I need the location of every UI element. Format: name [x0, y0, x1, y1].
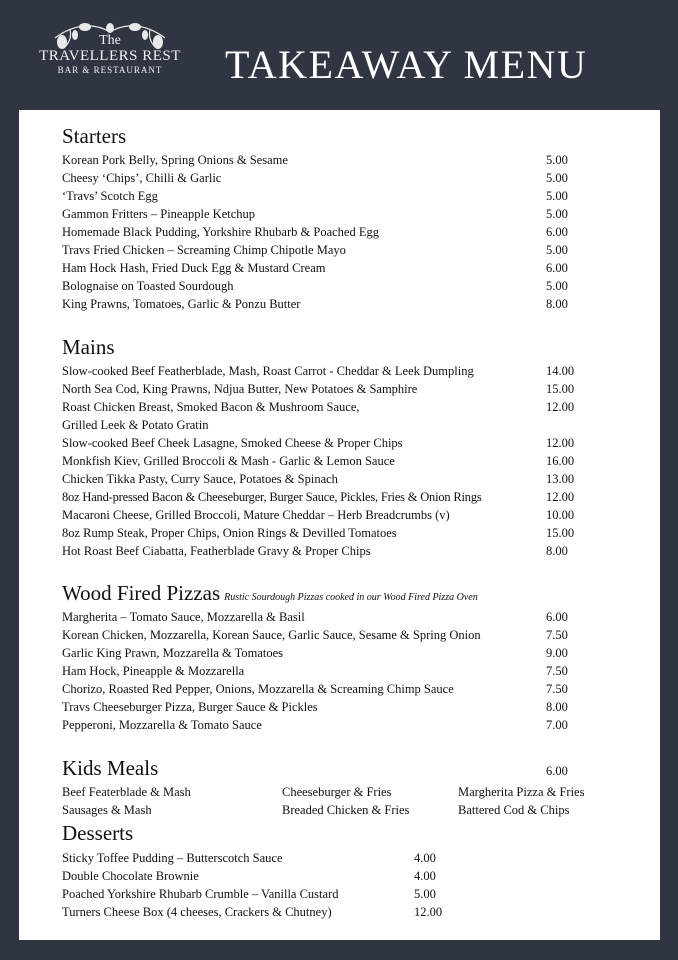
- item-price: 10.00: [546, 508, 575, 522]
- item-price: 12.00: [546, 400, 575, 414]
- kids-item: Beef Featerblade & Mash: [62, 785, 191, 799]
- item-price: 5.00: [414, 887, 436, 901]
- item-name: Margherita – Tomato Sauce, Mozzarella & Basil: [62, 610, 305, 624]
- item-price: 6.00: [546, 225, 568, 239]
- item-price: 7.50: [546, 628, 568, 642]
- item-price: 12.00: [546, 436, 575, 450]
- item-price: 5.00: [546, 207, 568, 221]
- item-price: 12.00: [546, 490, 575, 504]
- section-title-kids: Kids Meals: [62, 756, 159, 780]
- menu-paper: [19, 110, 660, 940]
- item-price: 4.00: [414, 869, 436, 883]
- item-name: Garlic King Prawn, Mozzarella & Tomatoes: [62, 646, 284, 660]
- item-price: 5.00: [546, 153, 568, 167]
- item-name: 8oz Rump Steak, Proper Chips, Onion Rings & Devilled Tomatoes: [62, 526, 397, 540]
- item-price: 5.00: [546, 171, 568, 185]
- section-title-starters: Starters: [62, 124, 127, 148]
- item-name: Korean Chicken, Mozzarella, Korean Sauce, Garlic Sauce, Sesame & Spring Onion: [62, 628, 481, 642]
- item-name: Cheesy ‘Chips’, Chilli & Garlic: [62, 171, 222, 185]
- item-name: Macaroni Cheese, Grilled Broccoli, Mature Cheddar – Herb Breadcrumbs (v): [62, 508, 450, 522]
- item-price: 14.00: [546, 364, 575, 378]
- pizzas-title-text: Wood Fired Pizzas: [62, 581, 221, 605]
- item-name: Poached Yorkshire Rhubarb Crumble – Vanilla Custard: [62, 887, 339, 901]
- item-name: Ham Hock Hash, Fried Duck Egg & Mustard Cream: [62, 261, 326, 275]
- item-name: Homemade Black Pudding, Yorkshire Rhubarb & Poached Egg: [62, 225, 379, 239]
- item-price: 12.00: [414, 905, 443, 919]
- item-price: 8.00: [546, 544, 568, 558]
- section-title-pizzas: [62, 581, 478, 610]
- item-name: Roast Chicken Breast, Smoked Bacon & Mushroom Sauce,: [62, 400, 360, 414]
- page-title: TAKEAWAY MENU: [225, 42, 588, 87]
- item-name: Travs Cheeseburger Pizza, Burger Sauce & Pickles: [62, 700, 318, 714]
- item-price: 16.00: [546, 454, 575, 468]
- item-price: 6.00: [546, 610, 568, 624]
- item-price: 4.00: [414, 851, 436, 865]
- item-name: 8oz Hand-pressed Bacon & Cheeseburger, Burger Sauce, Pickles, Fries & Onion Rings: [62, 490, 482, 504]
- item-name: Slow-cooked Beef Featherblade, Mash, Roast Carrot - Cheddar & Leek Dumpling: [62, 364, 474, 378]
- item-name: Double Chocolate Brownie: [62, 869, 199, 883]
- section-title-desserts: Desserts: [62, 821, 134, 845]
- restaurant-logo: [30, 18, 190, 98]
- item-name: Ham Hock, Pineapple & Mozzarella: [62, 664, 245, 678]
- item-name: Hot Roast Beef Ciabatta, Featherblade Gravy & Proper Chips: [62, 544, 371, 558]
- kids-item: Breaded Chicken & Fries: [282, 803, 410, 817]
- item-name: Sticky Toffee Pudding – Butterscotch Sauce: [62, 851, 283, 865]
- logo-subtitle: BAR & RESTAURANT: [57, 65, 163, 75]
- item-name: Chorizo, Roasted Red Pepper, Onions, Mozzarella & Screaming Chimp Sauce: [62, 682, 454, 696]
- item-price: 8.00: [546, 700, 568, 714]
- item-name: Gammon Fritters – Pineapple Ketchup: [62, 207, 256, 221]
- item-name: Travs Fried Chicken – Screaming Chimp Chipotle Mayo: [62, 243, 346, 257]
- item-price: 7.00: [546, 718, 568, 732]
- pizzas-note: Rustic Sourdough Pizzas cooked in our Wood Fired Pizza Oven: [224, 592, 478, 603]
- item-name: Turners Cheese Box (4 cheeses, Crackers & Chutney): [62, 905, 332, 919]
- header: [0, 0, 678, 110]
- item-name: King Prawns, Tomatoes, Garlic & Ponzu Butter: [62, 297, 301, 311]
- item-name: Chicken Tikka Pasty, Curry Sauce, Potatoes & Spinach: [62, 472, 338, 486]
- item-price: 9.00: [546, 646, 568, 660]
- item-price: 15.00: [546, 526, 575, 540]
- item-price: 6.00: [546, 261, 568, 275]
- item-name: ‘Travs’ Scotch Egg: [62, 189, 158, 203]
- kids-item: Cheeseburger & Fries: [282, 785, 392, 799]
- item-name: Korean Pork Belly, Spring Onions & Sesame: [62, 153, 288, 167]
- item-name: Pepperoni, Mozzarella & Tomato Sauce: [62, 718, 262, 732]
- kids-item: Margherita Pizza & Fries: [458, 785, 585, 799]
- item-name: Bolognaise on Toasted Sourdough: [62, 279, 234, 293]
- item-price: 5.00: [546, 279, 568, 293]
- kids-item: Battered Cod & Chips: [458, 803, 570, 817]
- item-price: 15.00: [546, 382, 575, 396]
- item-price: 7.50: [546, 664, 568, 678]
- section-title-mains: Mains: [62, 335, 115, 359]
- item-name: Grilled Leek & Potato Gratin: [62, 418, 209, 432]
- kids-price: 6.00: [546, 764, 568, 778]
- item-price: 7.50: [546, 682, 568, 696]
- item-name: Monkfish Kiev, Grilled Broccoli & Mash - Garlic & Lemon Sauce: [62, 454, 395, 468]
- logo-the: The: [99, 33, 121, 48]
- item-name: North Sea Cod, King Prawns, Ndjua Butter, New Potatoes & Samphire: [62, 382, 418, 396]
- item-price: 5.00: [546, 189, 568, 203]
- logo-name: TRAVELLERS REST: [39, 48, 181, 64]
- item-price: 13.00: [546, 472, 575, 486]
- item-price: 8.00: [546, 297, 568, 311]
- item-price: 5.00: [546, 243, 568, 257]
- kids-item: Sausages & Mash: [62, 803, 152, 817]
- item-name: Slow-cooked Beef Cheek Lasagne, Smoked Cheese & Proper Chips: [62, 436, 403, 450]
